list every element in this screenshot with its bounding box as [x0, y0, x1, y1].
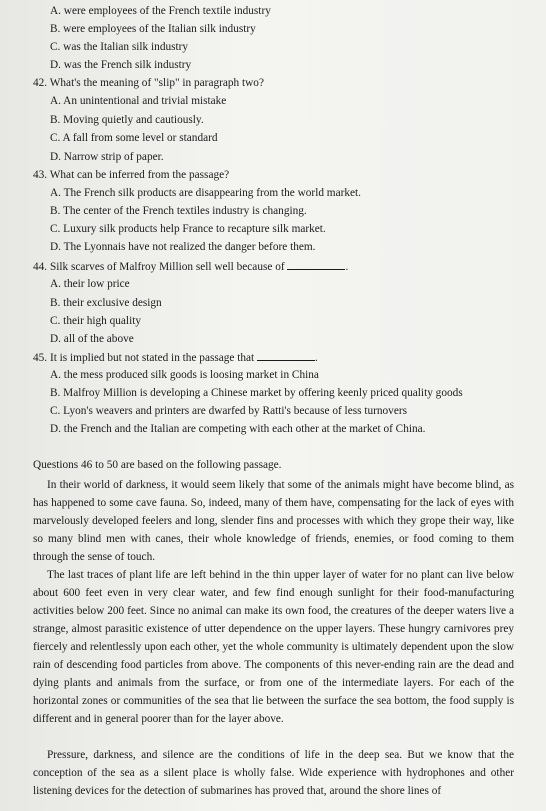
- option-41d: D. was the French silk industry: [50, 59, 192, 71]
- passage-paragraph-1: In their world of darkness, it would seem likely that some of the animals might have become blind, as has happened to some cave fauna. So, indeed, many of them have, compensating for the lack of eyes with marvelously developed feelers and long, slender fins and processes with which they grope their way, like so many blind men with canes, their whole knowledge of friends, enemies, or food coming to them through the sense of touch.: [33, 479, 514, 563]
- question-42: 42. What's the meaning of "slip" in paragraph two?: [33, 77, 264, 89]
- answer-blank: [287, 259, 345, 270]
- passage-paragraph-2: The last traces of plant life are left behind in the thin upper layer of water for no plant can live below about 600 feet even in very clear water, and few find enough sunlight for their food-manufacturing activities below 200 feet. Since no animal can make its own food, the creatures of the deeper waters live a strange, almost parasitic existence of utter dependence on the upper layers. These hungry carnivores prey fiercely and relentlessly upon each other, yet the whole community is ultimately dependent upon the slow rain of descending food particles from above. The components of this never-ending rain are the dead and dying plants and animals from the surface, or from one of the intermediate layers. For each of the horizontal zones or communities of the sea that lie between the surface the sea bottom, the food supply is different and in general poorer than for the layer above.: [33, 569, 514, 725]
- option-42c: C. A fall from some level or standard: [50, 132, 218, 144]
- option-43b: B. The center of the French textiles industry is changing.: [50, 205, 307, 217]
- option-42d: D. Narrow strip of paper.: [50, 151, 164, 163]
- option-44a: A. their low price: [50, 278, 130, 290]
- passage-intro: Questions 46 to 50 are based on the following passage.: [33, 459, 282, 471]
- option-41b: B. were employees of the Italian silk industry: [50, 23, 256, 35]
- question-44-end: .: [345, 261, 349, 273]
- option-42b: B. Moving quietly and cautiously.: [50, 114, 204, 126]
- answer-blank: [257, 350, 315, 361]
- option-45d: D. the French and the Italian are competing with each other at the market of China.: [50, 423, 426, 435]
- question-45-text: 45. It is implied but not stated in the passage that: [33, 352, 255, 364]
- option-45b: B. Malfroy Million is developing a Chinese market by offering keenly priced quality goods: [50, 387, 463, 399]
- option-44d: D. all of the above: [50, 333, 134, 345]
- option-45c: C. Lyon's weavers and printers are dwarfed by Ratti's because of less turnovers: [50, 405, 407, 417]
- option-43d: D. The Lyonnais have not realized the danger before them.: [50, 241, 316, 253]
- option-42a: A. An unintentional and trivial mistake: [50, 95, 227, 107]
- option-43a: A. The French silk products are disappearing from the world market.: [50, 187, 361, 199]
- question-45: [33, 350, 318, 365]
- option-41c: C. was the Italian silk industry: [50, 41, 189, 53]
- passage-paragraph-3: Pressure, darkness, and silence are the conditions of life in the deep sea. But we know that the conception of the sea as a silent place is wholly false. Wide experience with hydrophones and other listening devices for the detection of submarines has proved that, around the shore lines of: [33, 749, 514, 797]
- option-45a: A. the mess produced silk goods is loosing market in China: [50, 369, 319, 381]
- question-44-text: 44. Silk scarves of Malfroy Million sell well because of: [33, 261, 285, 273]
- option-43c: C. Luxury silk products help France to recapture silk market.: [50, 223, 326, 235]
- option-44c: C. their high quality: [50, 315, 141, 327]
- question-44: [33, 259, 348, 274]
- question-43: 43. What can be inferred from the passage?: [33, 169, 230, 181]
- question-45-end: .: [315, 352, 318, 364]
- option-41a: A. were employees of the French textile industry: [50, 5, 271, 17]
- option-44b: B. their exclusive design: [50, 297, 162, 309]
